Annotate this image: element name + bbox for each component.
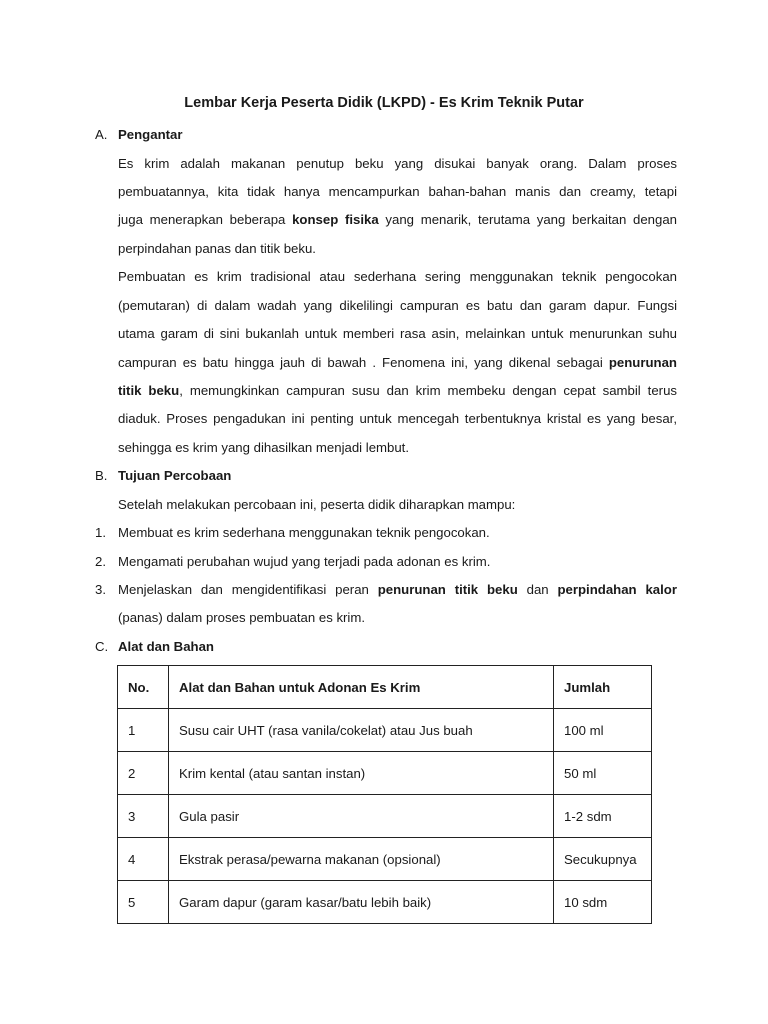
- text-run: dan: [517, 582, 558, 597]
- list-item: [118, 582, 677, 597]
- bold-term: penurunan: [608, 355, 677, 370]
- table-row: [118, 795, 652, 838]
- cell-no: 5: [118, 881, 169, 924]
- cell-no: 3: [118, 795, 169, 838]
- table-row: [118, 752, 652, 795]
- column-header-no: No.: [118, 666, 169, 709]
- materials-table: [117, 665, 652, 924]
- text-run: , memungkinkan campuran susu dan krim membeku dengan cepat sambil terus: [179, 383, 677, 398]
- cell-item: Susu cair UHT (rasa vanila/cokelat) atau Jus buah: [169, 709, 554, 752]
- column-header-amount: Jumlah: [554, 666, 652, 709]
- objectives-intro: Setelah melakukan percobaan ini, peserta didik diharapkan mampu:: [118, 497, 516, 512]
- table-row: [118, 838, 652, 881]
- paragraph-line: perpindahan panas dan titik beku.: [118, 241, 316, 256]
- document-title: Lembar Kerja Peserta Didik (LKPD) - Es Krim Teknik Putar: [184, 95, 584, 111]
- section-b-label: B.: [95, 468, 108, 483]
- list-item: Mengamati perubahan wujud yang terjadi pada adonan es krim.: [118, 554, 491, 569]
- cell-amount: 50 ml: [554, 752, 652, 795]
- section-a-heading: Pengantar: [118, 127, 183, 142]
- paragraph-line: [118, 212, 677, 227]
- paragraph-line: utama garam di sini bukanlah untuk memberi rasa asin, melainkan untuk menurunkan suhu: [118, 326, 677, 341]
- cell-amount: 1-2 sdm: [554, 795, 652, 838]
- paragraph-line: Es krim adalah makanan penutup beku yang disukai banyak orang. Dalam proses: [118, 156, 677, 171]
- list-item-number: 1.: [95, 525, 106, 540]
- text-run: yang menarik, terutama yang berkaitan dengan: [378, 212, 677, 227]
- bold-term: perpindahan kalor: [557, 582, 677, 597]
- bold-term: penurunan titik beku: [377, 582, 518, 597]
- list-item: Membuat es krim sederhana menggunakan teknik pengocokan.: [118, 525, 490, 540]
- cell-no: 4: [118, 838, 169, 881]
- table-row: [118, 881, 652, 924]
- paragraph-line: pembuatannya, kita tidak hanya mencampurkan bahan-bahan manis dan creamy, tetapi: [118, 184, 677, 199]
- cell-no: 2: [118, 752, 169, 795]
- table-row: [118, 709, 652, 752]
- text-run: Menjelaskan dan mengidentifikasi peran: [118, 582, 378, 597]
- list-item-number: 2.: [95, 554, 106, 569]
- section-b-heading: Tujuan Percobaan: [118, 468, 232, 483]
- table-header-row: [118, 666, 652, 709]
- section-c-heading: Alat dan Bahan: [118, 639, 214, 654]
- paragraph-line: [118, 355, 677, 370]
- paragraph-line: diaduk. Proses pengadukan ini penting untuk mencegah terbentuknya kristal es yang besar,: [118, 411, 677, 426]
- cell-item: Ekstrak perasa/pewarna makanan (opsional): [169, 838, 554, 881]
- bold-term: konsep fisika: [292, 212, 379, 227]
- section-c-label: C.: [95, 639, 109, 654]
- paragraph-line: Pembuatan es krim tradisional atau sederhana sering menggunakan teknik pengocokan: [118, 269, 677, 284]
- section-a-label: A.: [95, 127, 108, 142]
- list-item-continuation: (panas) dalam proses pembuatan es krim.: [118, 610, 366, 625]
- cell-amount: 100 ml: [554, 709, 652, 752]
- cell-amount: Secukupnya: [554, 838, 652, 881]
- cell-amount: 10 sdm: [554, 881, 652, 924]
- text-run: juga menerapkan beberapa: [118, 212, 293, 227]
- list-item-number: 3.: [95, 582, 106, 597]
- bold-term: titik beku: [118, 383, 180, 398]
- column-header-item: Alat dan Bahan untuk Adonan Es Krim: [169, 666, 554, 709]
- paragraph-line: (pemutaran) di dalam wadah yang dikelilingi campuran es batu dan garam dapur. Fungsi: [118, 298, 677, 313]
- paragraph-line: sehingga es krim yang dihasilkan menjadi lembut.: [118, 440, 410, 455]
- cell-no: 1: [118, 709, 169, 752]
- cell-item: Garam dapur (garam kasar/batu lebih baik): [169, 881, 554, 924]
- cell-item: Krim kental (atau santan instan): [169, 752, 554, 795]
- cell-item: Gula pasir: [169, 795, 554, 838]
- paragraph-line: [118, 383, 677, 398]
- text-run: campuran es batu hingga jauh di bawah . Fenomena ini, yang dikenal sebagai: [118, 355, 609, 370]
